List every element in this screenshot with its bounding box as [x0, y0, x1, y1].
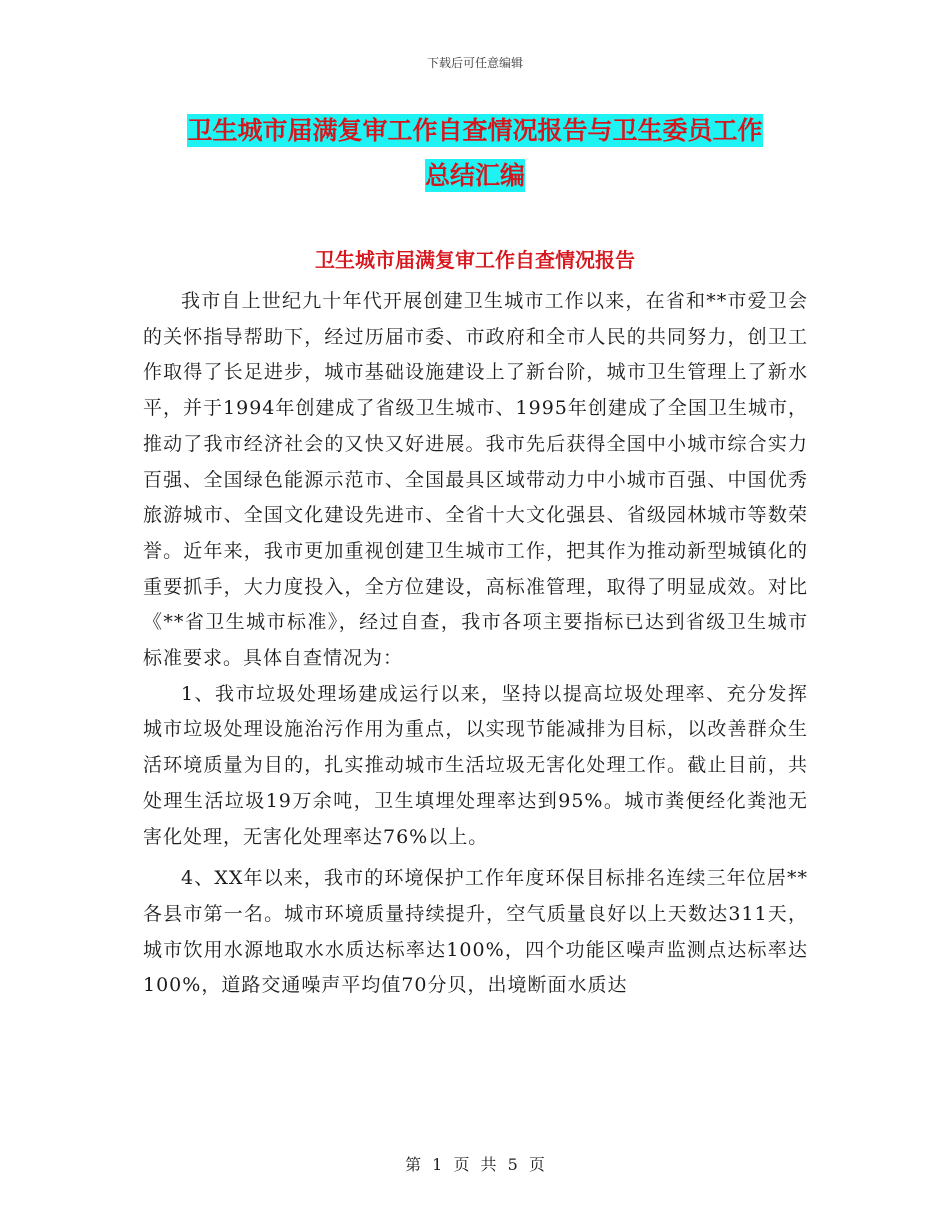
paragraph-intro: 我市自上世纪九十年代开展创建卫生城市工作以来，在省和**市爱卫会的关怀指导帮助下，经过历届市委、市政府和全市人民的共同努力，创卫工作取得了长足进步，城市基础设施建设上了新台阶，城市卫生管理上了新水平，并于1994年创建成了省级卫生城市、1995年创建成了全国卫生城市，推动了我市经济社会的又快又好进展。我市先后获得全国中小城市综合实力百强、全国绿色能源示范市、全国最具区域带动力中小城市百强、中国优秀旅游城市、全国文化建设先进市、全省十大文化强县、省级园林城市等数荣誉。近年来，我市更加重视创建卫生城市工作，把其作为推动新型城镇化的重要抓手，大力度投入，全方位建设，高标准管理，取得了明显成效。对比《**省卫生城市标准》，经过自查，我市各项主要指标已达到省级卫生城市标准要求。具体自查情况为： — [143, 290, 808, 670]
paragraph-item-4: 4、XX年以来，我市的环境保护工作年度环保目标排名连续三年位居**各县市第一名。城市环境质量持续提升，空气质量良好以上天数达311天，城市饮用水源地取水水质达标率达100%，四个功能区噪声监测点达标率达100%，道路交通噪声平均值70分贝，出境断面水质达 — [143, 867, 808, 997]
document-title — [120, 108, 830, 198]
document-title-line-1: 卫生城市届满复审工作自查情况报告与卫生委员工作 — [187, 116, 763, 145]
document-title-line-2: 总结汇编 — [424, 161, 525, 190]
page-footer: 第 1 页 共 5 页 — [405, 1155, 545, 1174]
document-body — [143, 284, 808, 1004]
section-title: 卫生城市届满复审工作自查情况报告 — [315, 248, 635, 272]
paragraph-item-1: 1、我市垃圾处理场建成运行以来，坚持以提高垃圾处理率、充分发挥城市垃圾处理设施治污作用为重点，以实现节能减排为目标，以改善群众生活环境质量为目的，扎实推动城市生活垃圾无害化处理工作。截止目前，共处理生活垃圾19万余吨，卫生填埋处理率达到95%。城市粪便经化粪池无害化处理，无害化处理率达76%以上。 — [143, 682, 808, 848]
page-header-note: 下载后可任意编辑 — [426, 56, 523, 70]
